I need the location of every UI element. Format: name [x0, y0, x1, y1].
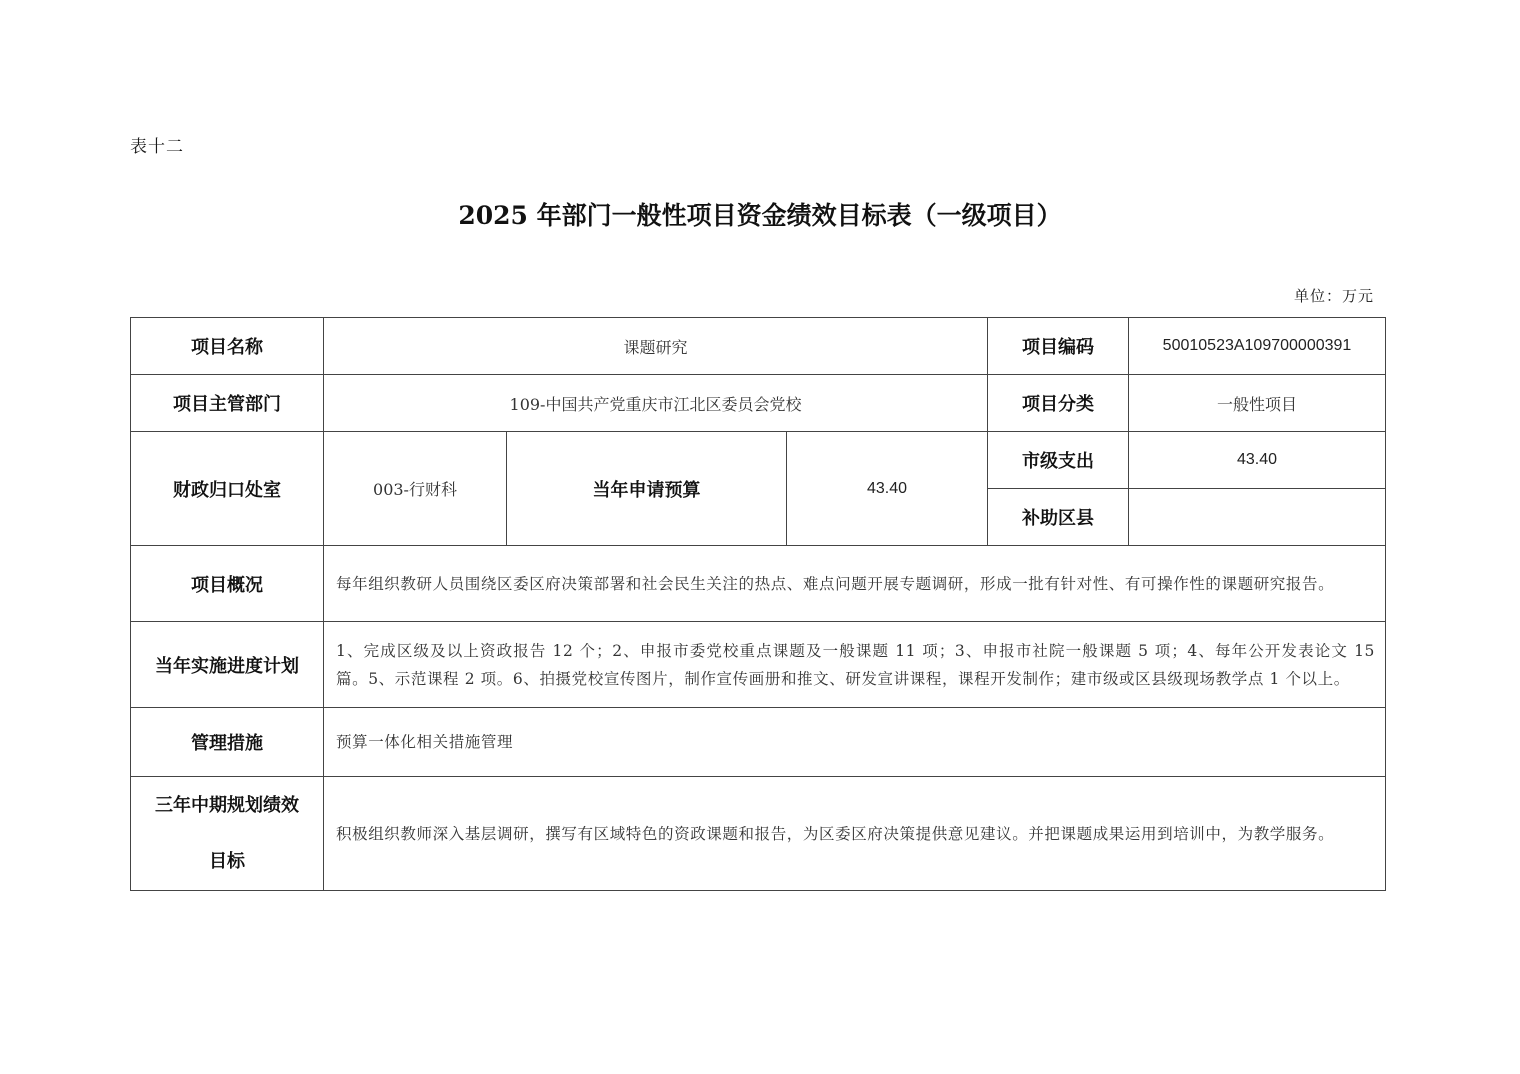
goal-label-line2: 目标 [209, 850, 245, 872]
district-subsidy-value [1129, 489, 1386, 546]
measures-value: 预算一体化相关措施管理 [324, 708, 1386, 777]
project-code-label: 项目编码 [988, 318, 1129, 375]
city-expense-value: 43.40 [1129, 432, 1386, 489]
city-expense-label: 市级支出 [988, 432, 1129, 489]
department-value: 109-中国共产党重庆市江北区委员会党校 [324, 375, 988, 432]
finance-office-label: 财政归口处室 [131, 432, 324, 546]
goal-label-line1: 三年中期规划绩效 [155, 794, 299, 816]
category-label: 项目分类 [988, 375, 1129, 432]
performance-table [130, 317, 1386, 891]
row-project-name [131, 318, 1386, 375]
plan-value: 1、完成区级及以上资政报告 12 个；2、申报市委党校重点课题及一般课题 11 项；3、申报市社院一般课题 5 项；4、每年公开发表论文 15 篇。5、示范课程 2 项。6、拍摄党校宣传图片，制作宣传画册和推文、研发宣讲课程，课程开发制作；建市级或区县级现场教学点 1 个以上。 [324, 622, 1386, 708]
budget-label: 当年申请预算 [507, 432, 787, 546]
category-value: 一般性项目 [1129, 375, 1386, 432]
overview-value: 每年组织教研人员围绕区委区府决策部署和社会民生关注的热点、难点问题开展专题调研，形成一批有针对性、有可操作性的课题研究报告。 [324, 546, 1386, 622]
row-plan [131, 622, 1386, 708]
goal-value: 积极组织教师深入基层调研，撰写有区域特色的资政课题和报告，为区委区府决策提供意见建议。并把课题成果运用到培训中，为教学服务。 [324, 777, 1386, 891]
table-number: 表十二 [130, 137, 184, 157]
row-department [131, 375, 1386, 432]
row-measures [131, 708, 1386, 777]
document-title: 2025 年部门一般性项目资金绩效目标表（一级项目） [458, 201, 1062, 230]
plan-label: 当年实施进度计划 [131, 622, 324, 708]
project-code-value: 50010523A109700000391 [1129, 318, 1386, 375]
row-goal [131, 777, 1386, 891]
budget-value: 43.40 [787, 432, 988, 546]
project-name-value: 课题研究 [324, 318, 988, 375]
department-label: 项目主管部门 [131, 375, 324, 432]
finance-office-value: 003-行财科 [324, 432, 507, 546]
measures-label: 管理措施 [131, 708, 324, 777]
row-overview [131, 546, 1386, 622]
goal-label [131, 777, 324, 891]
project-name-label: 项目名称 [131, 318, 324, 375]
overview-label: 项目概况 [131, 546, 324, 622]
row-finance-office [131, 432, 1386, 489]
unit-label: 单位：万元 [1293, 287, 1374, 305]
district-subsidy-label: 补助区县 [988, 489, 1129, 546]
